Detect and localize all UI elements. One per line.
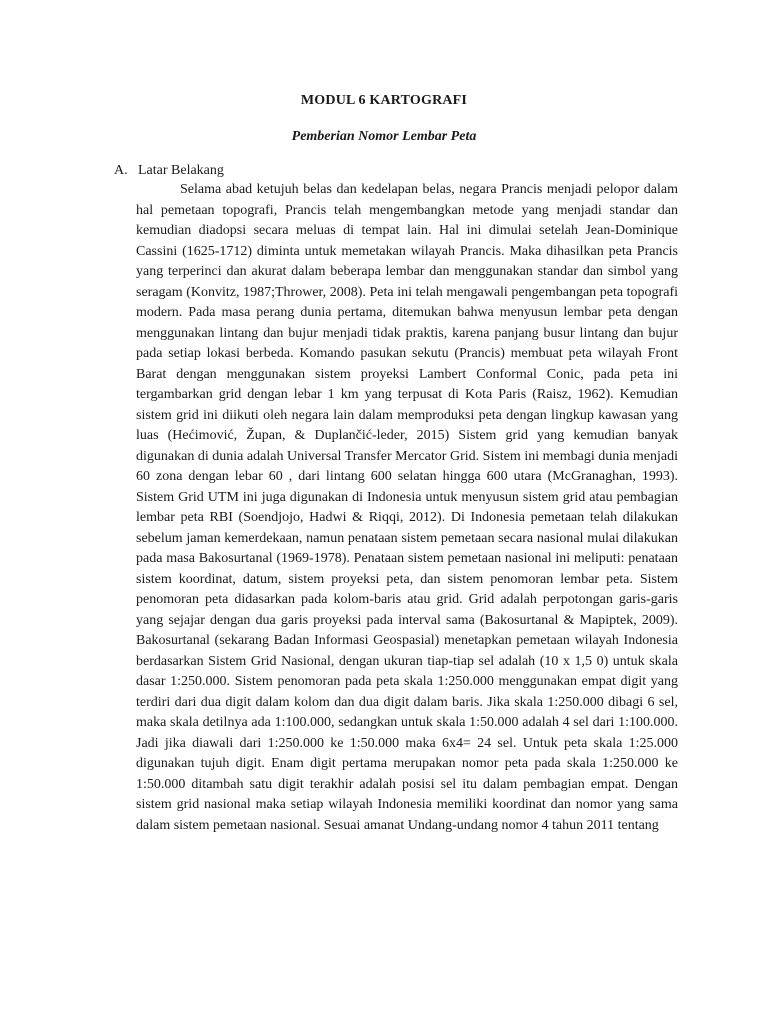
section-marker: A. [114,163,128,178]
section-heading-label: Latar Belakang [138,163,224,178]
body-paragraph: Selama abad ketujuh belas dan kedelapan belas, negara Prancis menjadi pelopor dalam hal pemetaan topografi, Prancis telah mengembangkan metode yang menjadi standar dan kemudian diadopsi secara meluas di tempat lain. Hal ini dimulai setelah Jean-Dominique Cassini (1625-1712) diminta untuk memetakan wilayah Prancis. Maka dihasilkan peta Prancis yang terperinci dan akurat dalam beberapa lembar dan menggunakan standar dan simbol yang seragam (Konvitz, 1987;Thrower, 2008). Peta ini telah mengawali pengembangan peta topografi modern. Pada masa perang dunia pertama, ditemukan bahwa menyusun lembar peta dengan menggunakan lintang dan bujur menjadi tidak praktis, karena panjang busur lintang dan bujur pada setiap lokasi berbeda. Komando pasukan sekutu (Prancis) membuat peta wilayah Front Barat dengan menggunakan sistem proyeksi Lambert Conformal Conic, pada peta ini tergambarkan grid dengan lebar 1 km yang terpusat di Kota Paris (Raisz, 1962). Kemudian sistem grid ini diikuti oleh negara lain dalam memproduksi peta dengan lingkup kawasan yang luas (Hećimović, Župan, & Duplančić-leder, 2015) Sistem grid yang kemudian banyak digunakan di dunia adalah Universal Transfer Mercator Grid. Sistem ini membagi dunia menjadi 60 zona dengan lebar 60 , dari lintang 600 selatan hingga 600 utara (McGranaghan, 1993). Sistem Grid UTM ini juga digunakan di Indonesia untuk menyusun sistem grid atau pembagian lembar peta RBI (Soendjojo, Hadwi & Riqqi, 2012). Di Indonesia pemetaan telah dilakukan sebelum jaman kemerdekaan, namun penataan sistem pemetaan secara nasional mulai dilakukan pada masa Bakosurtanal (1969-1978). Penataan sistem pemetaan nasional ini meliputi: penataan sistem koordinat, datum, sistem proyeksi peta, dan sistem penomoran lembar peta. Sistem penomoran peta didasarkan pada kolom-baris atau grid. Grid adalah perpotongan garis-garis yang sejajar dengan dua garis proyeksi pada interval sama (Bakosurtanal & Mapiptek, 2009). Bakosurtanal (sekarang Badan Informasi Geospasial) menetapkan pemetaan wilayah Indonesia berdasarkan Sistem Grid Nasional, dengan ukuran tiap-tiap sel adalah (10 x 1,5 0) untuk skala dasar 1:250.000. Sistem penomoran pada peta skala 1:250.000 menggunakan empat digit yang terdiri dari dua digit dalam kolom dan dua digit dalam baris. Jika skala 1:250.000 dibagi 6 sel, maka skala detilnya ada 1:100.000, sedangkan untuk skala 1:50.000 adalah 4 sel dari 1:100.000. Jadi jika diawali dari 1:250.000 ke 1:50.000 maka 6x4= 24 sel. Untuk peta skala 1:25.000 digunakan tujuh digit. Enam digit pertama merupakan nomor peta pada skala 1:250.000 ke 1:50.000 ditambah satu digit terakhir adalah posisi sel itu dalam pembagian empat. Dengan sistem grid nasional maka setiap wilayah Indonesia memiliki koordinat dan nomor yang sama dalam sistem pemetaan nasional. Sesuai amanat Undang-undang nomor 4 tahun 2011 tentang [136,182,678,833]
section-heading [114,162,224,180]
document-title: MODUL 6 KARTOGRAFI [300,93,468,108]
document-subtitle: Pemberian Nomor Lembar Peta [291,129,477,144]
